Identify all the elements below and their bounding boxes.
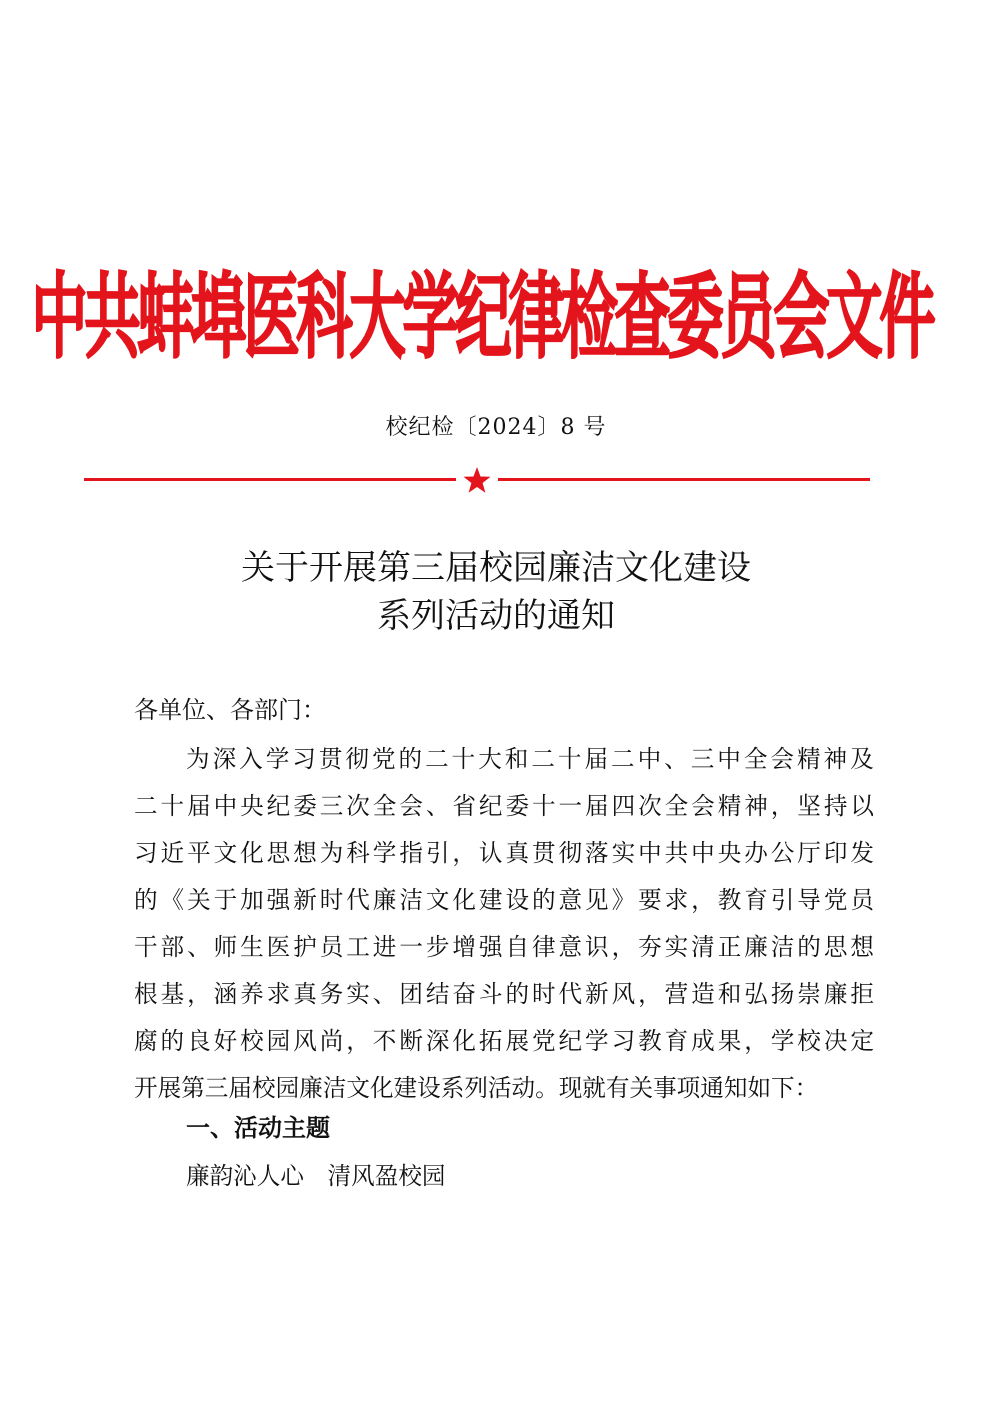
salutation: 各单位、各部门：: [134, 696, 326, 724]
document-number: 校纪检〔2024〕8 号: [385, 415, 607, 440]
notice-title: [0, 544, 992, 640]
divider-rule-right: [498, 478, 870, 481]
title-line-1: 关于开展第三届校园廉洁文化建设: [241, 548, 751, 588]
paragraph-line: 的 《 关 于 加 强 新 时 代 廉 洁 文 化 建 设 的 意 见 》 要 求 ， 教 育 引 导 党 员: [134, 886, 874, 914]
masthead-title: 中共蚌埠医科大学纪律检查委员会文件: [31, 264, 933, 373]
paragraph-line: 根 基 ， 涵 养 求 真 务 实 、 团 结 奋 斗 的 时 代 新 风 ， 营 造 和 弘 扬 崇 廉 拒: [134, 980, 874, 1008]
paragraph-line: 腐 的 良 好 校 园 风 尚 ， 不 断 深 化 拓 展 党 纪 学 习 教 育 成 果 ， 学 校 决 定: [134, 1027, 874, 1055]
paragraph-line: 习 近 平 文 化 思 想 为 科 学 指 引 ， 认 真 贯 彻 落 实 中 共 中 央 办 公 厅 印 发: [134, 839, 874, 867]
red-divider: [84, 466, 870, 496]
title-line-2: 系列活动的通知: [377, 596, 615, 636]
section-text: 廉韵沁人心 清风盈校园: [186, 1162, 446, 1190]
paragraph-line: 开 展 第 三 届 校 园 廉 洁 文 化 建 设 系 列 活 动 。 现 就 有 关 事 项 通 知 如 下 ：: [134, 1074, 819, 1102]
body-paragraph: [134, 740, 874, 1116]
section-heading: 一、活动主题: [186, 1114, 330, 1142]
paragraph-line: 干 部 、 师 生 医 护 员 工 进 一 步 增 强 自 律 意 识 ， 夯 实 清 正 廉 洁 的 思 想: [134, 933, 874, 961]
star-icon: [462, 466, 492, 494]
divider-rule-left: [84, 478, 456, 481]
paragraph-line: 二 十 届 中 央 纪 委 三 次 全 会 、 省 纪 委 十 一 届 四 次 全 会 精 神 ， 坚 持 以: [134, 792, 874, 820]
paragraph-line: 为 深 入 学 习 贯 彻 党 的 二 十 大 和 二 十 届 二 中 、 三 中 全 会 精 神 及: [186, 745, 874, 773]
masthead: [31, 256, 933, 373]
